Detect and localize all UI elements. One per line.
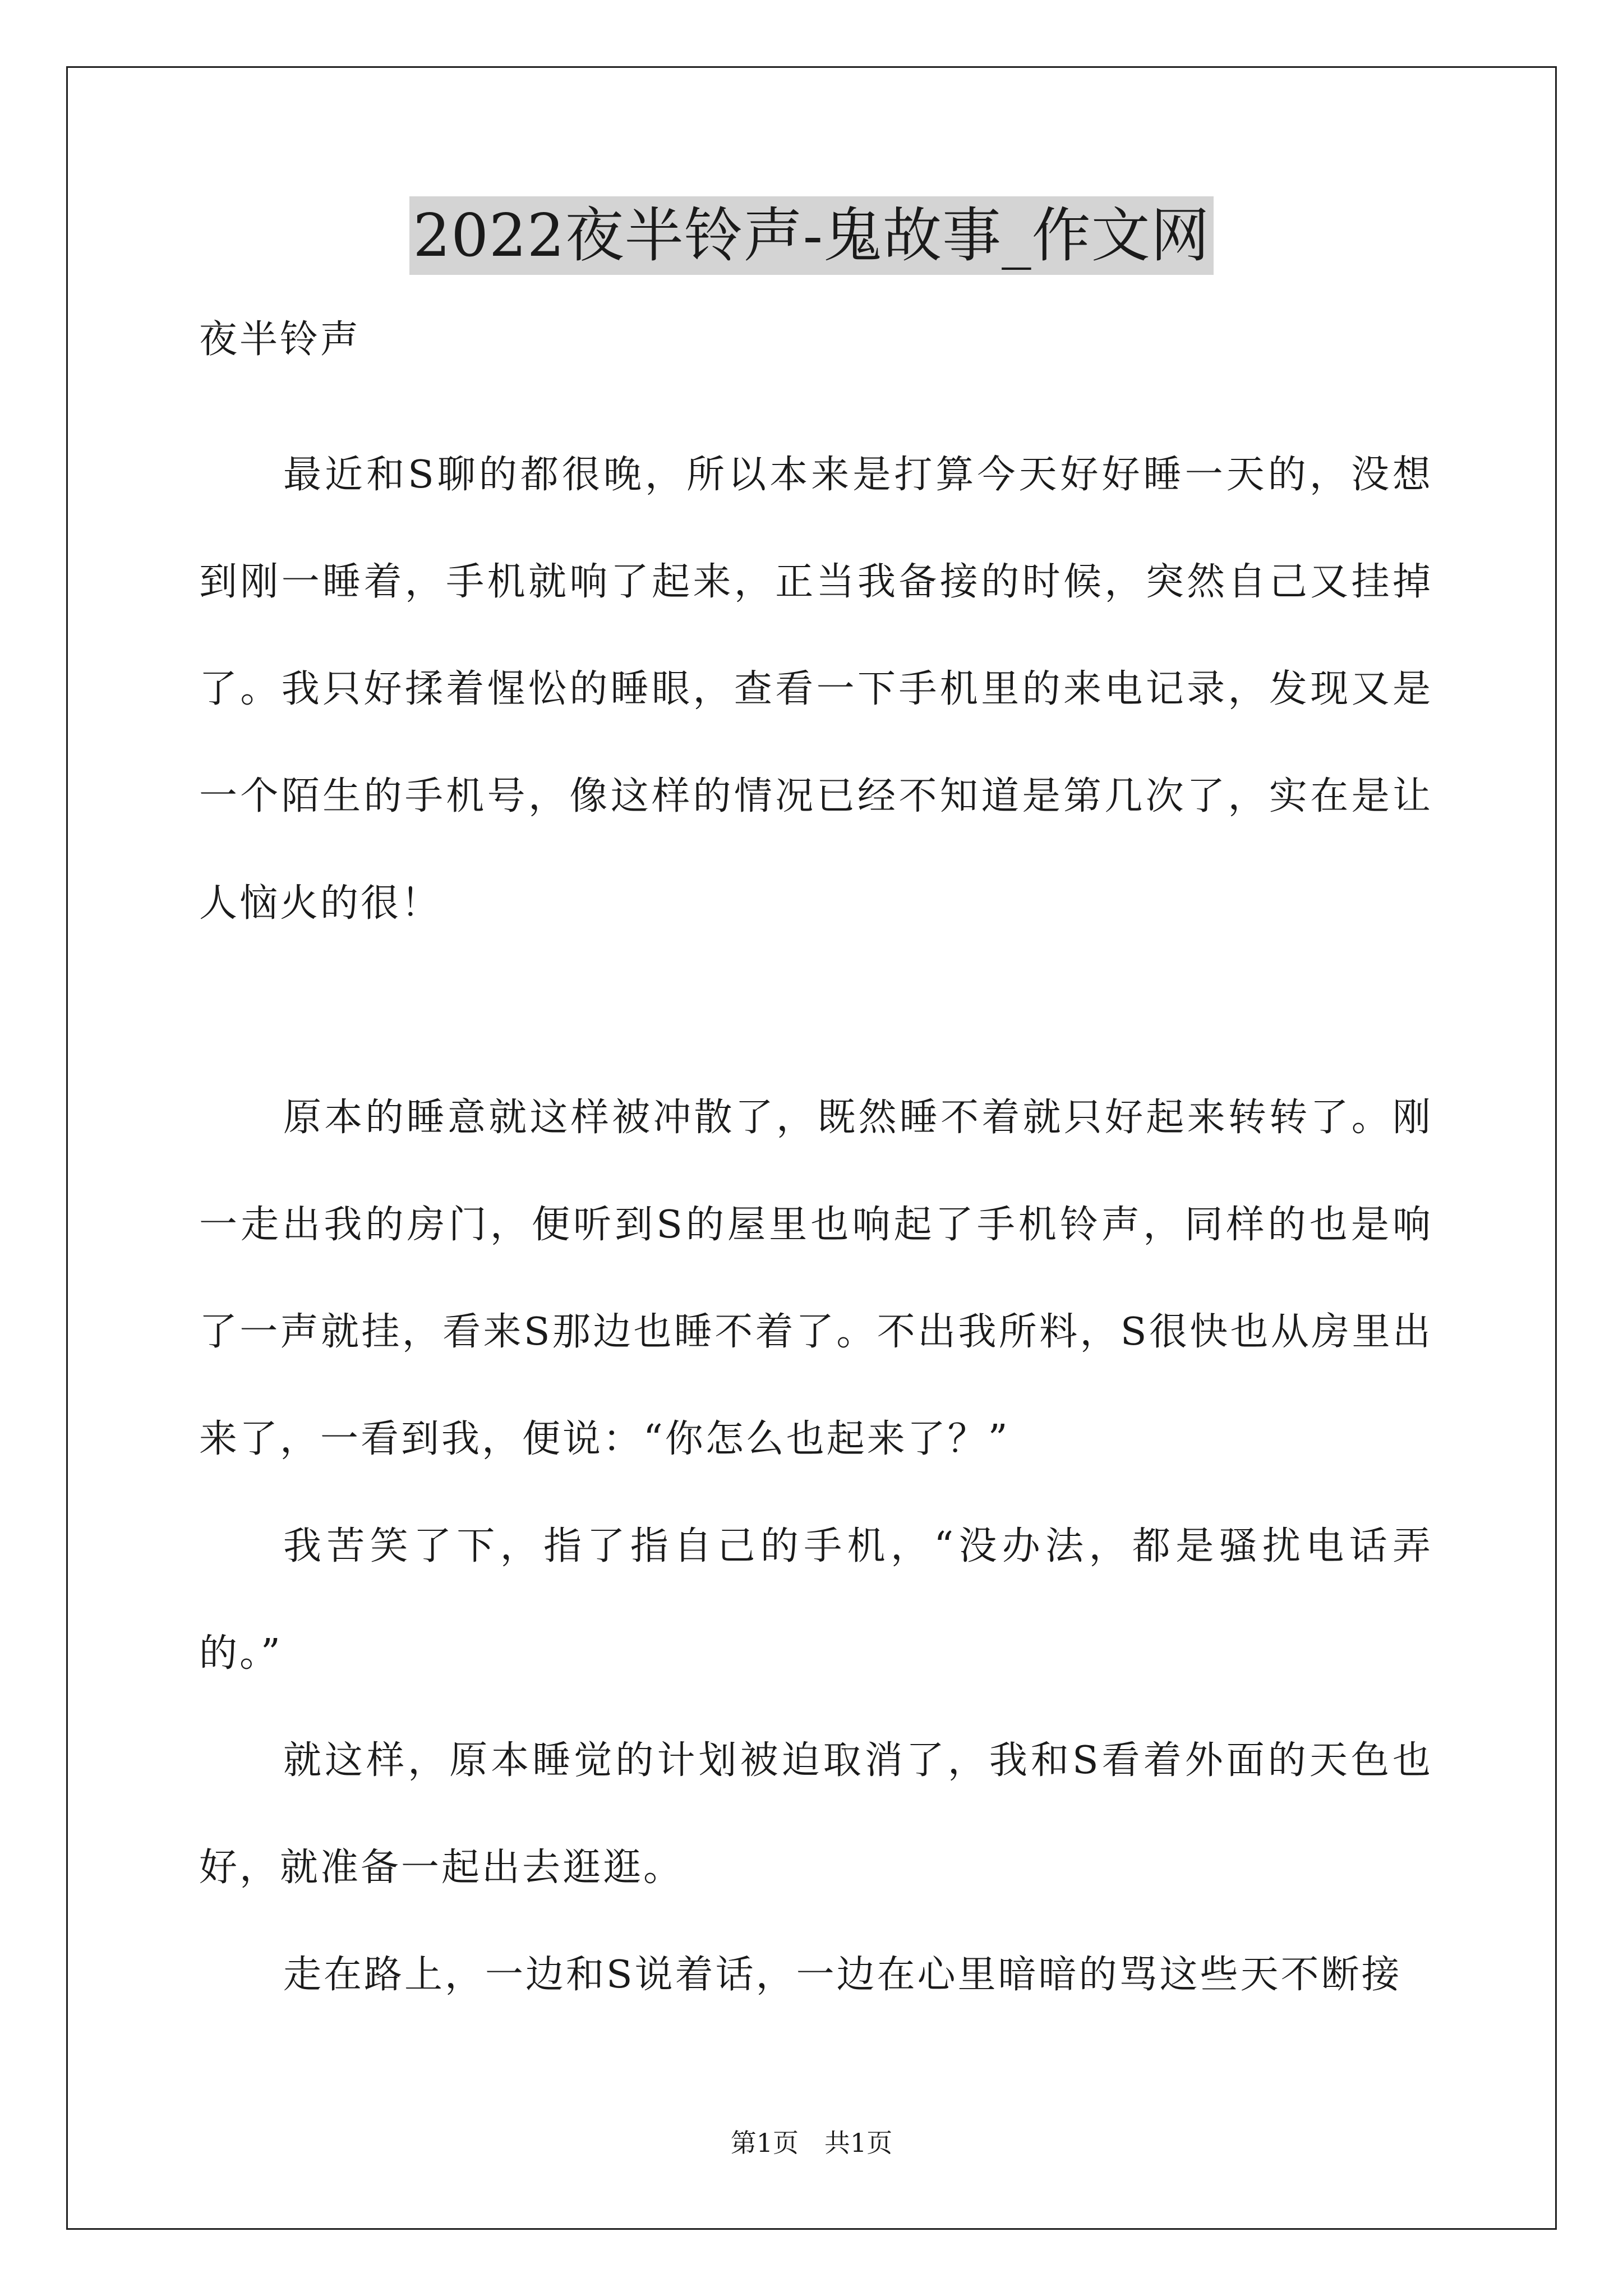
document-title: 2022夜半铃声-鬼故事_作文网 [409,196,1213,275]
paragraph: 就这样，原本睡觉的计划被迫取消了，我和S看着外面的天色也好，就准备一起出去逛逛。 [199,1738,1433,1890]
paragraph: 走在路上，一边和S说着话，一边在心里暗暗的骂这些天不断接 [283,1953,1402,1997]
title-container [0,196,1623,275]
document-body [199,314,1433,2028]
story-subtitle: 夜半铃声 [199,318,361,362]
paragraph: 我苦笑了下，指了指自己的手机，“没办法，都是骚扰电话弄的。” [199,1524,1433,1676]
paragraph: 原本的睡意就这样被冲散了，既然睡不着就只好起来转转了。刚一走出我的房门，便听到S的屋里也响起了手机铃声，同样的也是响了一声就挂，看来S那边也睡不着了。不出我所料，S很快也从房里出来了，一看到我，便说：“你怎么也起来了？” [199,1096,1433,1461]
paragraph: 最近和S聊的都很晚，所以本来是打算今天好好睡一天的，没想到刚一睡着，手机就响了起来，正当我备接的时候，突然自己又挂掉了。我只好揉着惺忪的睡眼，查看一下手机里的来电记录，发现又是一个陌生的手机号，像这样的情况已经不知道是第几次了，实在是让人恼火的很！ [199,453,1433,926]
page-footer: 第1页 共1页 [730,2128,893,2158]
